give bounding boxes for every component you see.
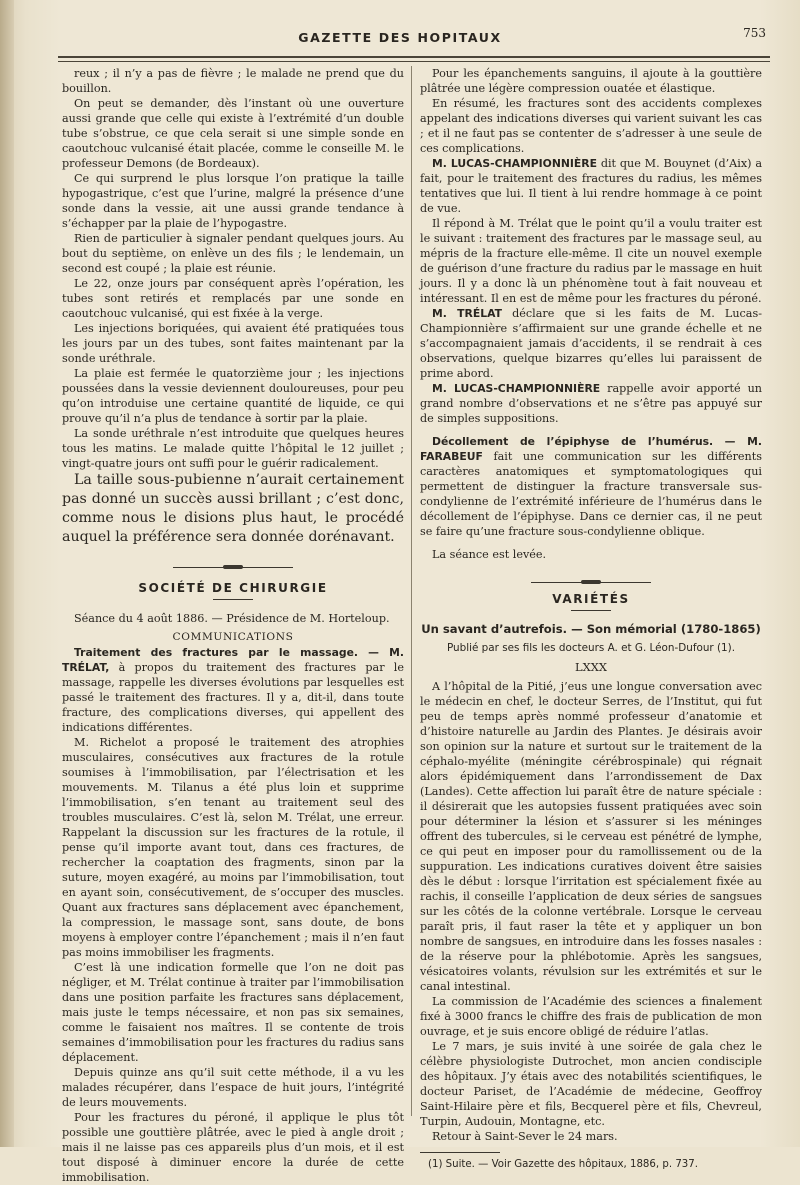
paragraph-text: déclare que si les faits de M. Lucas-Championnière s’affirmaient sur une grande échelle et ne s’accompagnaient jamais d’accidents, il se rendrait à ces observations, quelque bizarres qu’elles lui paraissent de prime abord. [420, 307, 763, 380]
paragraph: Pour les épanchements sanguins, il ajoute à la gouttière plâtrée une légère compression ouatée et élastique. [420, 67, 762, 95]
paragraph-text: à propos du traitement des fractures par le massage, rappelle les diverses évolutions par lesquelles est passé le traitement des fractures. Il y a, dit-il, dans toute fracture, des complications diverses, qui appellent des indications différentes. [62, 661, 404, 734]
speaker-name: M. TRÉLAT [432, 307, 502, 320]
paragraph: La séance est levée. [432, 548, 547, 561]
header-rule [58, 56, 770, 62]
paragraph: Il répond à M. Trélat que le point qu’il a voulu traiter est le suivant : traitement des fractures par le massage seul, au mépris de la fracture elle-même. Il cite un nouvel exemple de guérison d’une fracture du radius par le massage en huit jours. Il y a donc là un phénomène tout à fait nouveau et intéressant. Il en est de même pour les fractures du péroné. [420, 217, 762, 305]
paragraph: Ce qui surprend le plus lorsque l’on pratique la taille hypogastrique, c’est que l’urine, malgré la présence d’une sonde dans la vessie, ait une aussi grande tendance à s’échapper par la plaie de l’hypogastre. [62, 172, 404, 230]
speaker-name: — M. TRÉLAT, [62, 646, 404, 674]
communication-title: Décollement de l’épiphyse de l’humérus. [432, 435, 714, 448]
page-number: 753 [743, 26, 766, 40]
conclusion-paragraph: La taille sous-pubienne n’aurait certainement pas donné un succès aussi brillant ; c’est donc, comme nous le disions plus haut, le procédé auquel la préférence sera donnée dorénavant. [62, 472, 404, 545]
footnote: (1) Suite. — Voir Gazette des hôpitaux, 1886, p. 737. [428, 1159, 698, 1170]
paragraph: Rien de particulier à signaler pendant quelques jours. Au bout du septième, on enlève un des fils ; le lendemain, un second est coupé ; la plaie est réunie. [62, 232, 404, 275]
ornament-divider [62, 559, 404, 569]
section-heading-societe: SOCIÉTÉ DE CHIRURGIE [138, 581, 328, 595]
paragraph: La sonde uréthrale n’est introduite que quelques heures tous les matins. Le malade quitte l’hôpital le 12 juillet ; vingt-quatre jours ont suffi pour le guérir radicalement. [62, 427, 404, 470]
speaker-name: — M. FARABEUF [420, 435, 763, 463]
binding-edge [0, 0, 14, 1147]
chapter-number: LXXX [575, 660, 607, 674]
paragraph [62, 645, 404, 735]
article-title: Un savant d’autrefois. — Son mémorial (1780-1865) [421, 622, 761, 636]
paragraph: Le 7 mars, je suis invité à une soirée de gala chez le célèbre physiologiste Dutrochet, mon ancien condisciple des hôpitaux. J’y étais avec des notabilités scientifiques, le docteur Pariset, de l’Académie de médecine, Geoffroy Saint-Hilaire père et fils, Becquerel père et fils, Chevreul, Turpin, Audouin, Montagne, etc. [420, 1040, 762, 1128]
left-column [62, 66, 404, 1185]
paragraph [420, 381, 762, 426]
subheading-communications: COMMUNICATIONS [172, 631, 294, 643]
speaker-name: M. LUCAS-CHAMPIONNIÈRE [432, 382, 601, 395]
paragraph-text: dit que M. Bouynet (d’Aix) a fait, pour le traitement des fractures du radius, les mêmes tentatives que lui. Il tient à lui rendre hommage à ce point de vue. [420, 157, 762, 215]
paragraph [420, 434, 762, 539]
right-column [420, 66, 762, 1172]
article-byline: Publié par ses fils les docteurs A. et G. Léon-Dufour (1). [446, 642, 736, 654]
paragraph [420, 156, 762, 216]
paragraph: La plaie est fermée le quatorzième jour ; les injections poussées dans la vessie deviennent douloureuses, pour peu qu’on introduise une certaine quantité de liquide, ce qui prouve qu’il n’a plus de tendance à sortir par la plaie. [62, 367, 404, 425]
paragraph: Depuis quinze ans qu’il suit cette méthode, il a vu les malades récupérer, dans l’espace de huit jours, l’intégrité de leurs mouvements. [62, 1066, 404, 1109]
paragraph: reux ; il n’y a pas de fièvre ; le malade ne prend que du bouillon. [62, 67, 404, 95]
paragraph-text: fait une communication sur les différents caractères anatomiques et symptomatologiques qui permettent de distinguer la fracture transversale sus-condylienne de l’extrémité inférieure de l’humérus dans le décollement de l’épiphyse. Dans ce dernier cas, il ne peut se faire qu’une fracture sous-condylienne oblique. [420, 450, 762, 538]
page-header [30, 26, 770, 50]
speaker-name: M. LUCAS-CHAMPIONNIÈRE [432, 157, 597, 170]
paragraph: C’est là une indication formelle que l’on ne doit pas négliger, et M. Trélat continue à traiter par l’immobilisation dans une position parfaite les fractures sans déplacement, mais juste le temps nécessaire, et non pas six semaines, comme le faisaient nos maîtres. Il se contente de trois semaines d’immobilisation pour les fractures du radius sans déplacement. [62, 961, 404, 1064]
ornament-divider [420, 574, 762, 584]
paragraph: A l’hôpital de la Pitié, j’eus une longue conversation avec le médecin en chef, le docteur Serres, de l’Institut, qui fut peu de temps après nommé professeur d’anatomie et d’histoire naturelle au Jardin des Plantes. Je désirais avoir son opinion sur la nature et surtout sur le traitement de la céphalo-myélite (méningite cérébrospinale) qui régnait alors épidémiquement dans l’arrondissement de Dax (Landes). Cette affection lui paraît être de nature spéciale : il désirerait que les autopsies fussent pratiquées avec soin pour déterminer la lésion et s’assurer si les méninges offrent des tubercules, si le cerveau est pénétré de lymphe, ce qui peut en imposer pour du ramollissement ou de la suppuration. Les indications curatives doivent être saisies dès le début : lorsque l’irritation est spécialement fixée au rachis, il conseille l’application de deux séries de sangsues sur les côtés de la colonne vertébrale. Lorsque le cerveau paraît pris, il faut raser la tête et y appliquer un bon nombre de sangsues, en introduire dans les fosses nasales : de la réserve pour la phlébotomie. Après les sangsues, vésicatoires volants, révulsion sur les extrémités et sur le canal intestinal. [420, 680, 762, 993]
running-title: GAZETTE DES HOPITAUX [298, 30, 502, 45]
column-separator [411, 66, 412, 1116]
paragraph-text: rappelle avoir apporté un grand nombre d’observations et ne s’être pas appuyé sur de simples suppositions. [420, 382, 762, 425]
session-line: Séance du 4 août 1886. — Présidence de M. Horteloup. [74, 612, 390, 625]
short-rule [571, 610, 611, 611]
paragraph: Retour à Saint-Sever le 24 mars. [432, 1130, 618, 1143]
paragraph: On peut se demander, dès l’instant où une ouverture aussi grande que celle qui existe à l’extrémité d’un double tube s’obstrue, ce que cela serait si une simple sonde en caoutchouc vulcanisé était placée, comme le conseille M. le professeur Demons (de Bordeaux). [62, 97, 404, 170]
paragraph: En résumé, les fractures sont des accidents complexes appelant des indications diverses qui varient suivant les cas ; et il ne faut pas se contenter de s’adresser à une seule de ces complications. [420, 97, 762, 155]
section-heading-varietes: VARIÉTÉS [552, 592, 630, 606]
paragraph: Les injections boriquées, qui avaient été pratiquées tous les jours par un des tubes, sont faites maintenant par la sonde uréthrale. [62, 322, 404, 365]
footnote-rule [420, 1152, 500, 1153]
paragraph [420, 306, 762, 381]
paragraph: M. Richelot a proposé le traitement des atrophies musculaires, consécutives aux fractures de la rotule soumises à l’immobilisation, par l’électrisation et les mouvements. M. Tilanus a été plus loin et supprime l’immobilisation, s’en tenant au traitement seul des troubles musculaires. C’est là, selon M. Trélat, une erreur. Rappelant la discussion sur les fractures de la rotule, il pense qu’il importe avant tout, dans ces fractures, de rechercher la coaptation des fragments, sinon par la suture, moyen exagéré, au moins par l’immobilisation, tout en ayant soin, consécutivement, de s’occuper des muscles. Quant aux fractures sans déplacement avec épanchement, la compression, le massage sont, sans doute, de bons moyens à employer contre l’épanchement ; mais il n’en faut pas moins immobiliser les fragments. [62, 736, 404, 959]
paragraph: La commission de l’Académie des sciences a finalement fixé à 3000 francs le chiffre des frais de publication de mon ouvrage, et je suis encore obligé de réduire l’atlas. [420, 995, 762, 1038]
short-rule [213, 599, 253, 600]
paragraph: Pour les fractures du péroné, il applique le plus tôt possible une gouttière plâtrée, avec le pied à angle droit ; mais il ne laisse pas ces appareils plus d’un mois, et il est tout disposé à diminuer encore la durée de cette immobilisation. [62, 1111, 404, 1184]
paragraph: Le 22, onze jours par conséquent après l’opération, les tubes sont retirés et remplacés par une sonde en caoutchouc vulcanisé, qui est fixée à la verge. [62, 277, 404, 320]
communication-title: Traitement des fractures par le massage. [74, 646, 359, 659]
